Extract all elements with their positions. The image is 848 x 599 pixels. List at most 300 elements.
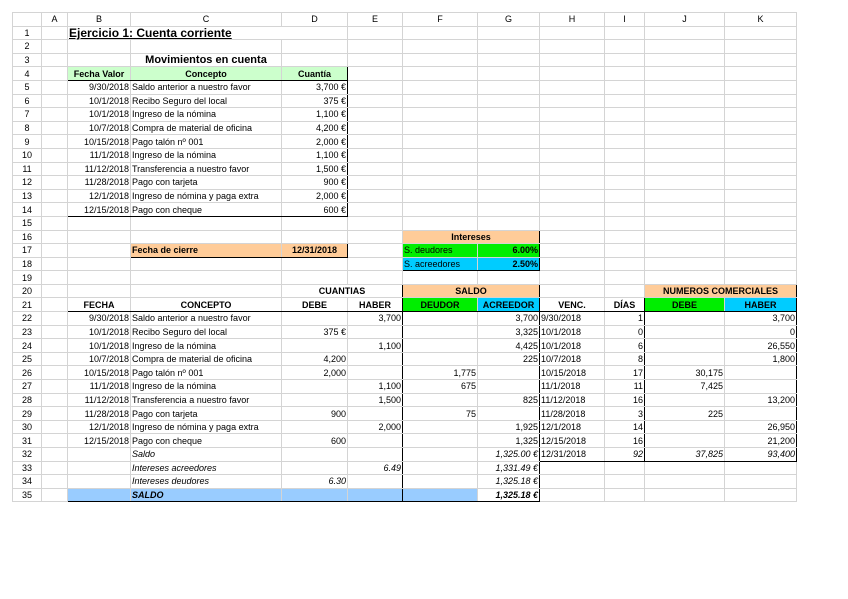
cell-k[interactable] [725, 189, 797, 203]
main-nc-debe[interactable] [645, 420, 725, 434]
main-haber[interactable]: 1,500 [348, 393, 403, 407]
main-concepto[interactable]: Pago talón nº 001 [131, 366, 282, 380]
main-acreedor[interactable]: 1,925 [478, 420, 540, 434]
main-venc[interactable]: 12/15/2018 [540, 434, 605, 448]
intereses-deudores-value[interactable]: 6.00% [478, 244, 540, 258]
fecha-cierre-value[interactable]: 12/31/2018 [282, 244, 348, 258]
cell-g[interactable] [478, 80, 540, 94]
cell-g[interactable] [478, 108, 540, 122]
mov-fecha[interactable]: 9/30/2018 [68, 80, 131, 94]
main-fecha[interactable]: 11/28/2018 [68, 407, 131, 421]
saldo-final-fecha[interactable] [68, 488, 131, 502]
saldo-venc[interactable]: 12/31/2018 [540, 448, 605, 462]
main-acreedor[interactable]: 825 [478, 393, 540, 407]
main-nc-haber[interactable]: 1,800 [725, 352, 797, 366]
main-acreedor[interactable]: 3,700 [478, 312, 540, 326]
main-fecha[interactable]: 10/15/2018 [68, 366, 131, 380]
mov-concepto[interactable]: Recibo Seguro del local [131, 94, 282, 108]
int-deu-haber[interactable] [348, 475, 403, 489]
mov-concepto[interactable]: Pago con tarjeta [131, 176, 282, 190]
main-deudor[interactable] [403, 352, 478, 366]
main-venc[interactable]: 11/28/2018 [540, 407, 605, 421]
mov-header-concepto[interactable]: Concepto [131, 67, 282, 81]
row-header[interactable]: 30 [13, 420, 42, 434]
cell-h[interactable] [540, 475, 605, 489]
cell-j[interactable] [645, 257, 725, 271]
cell-j[interactable] [645, 67, 725, 81]
main-nc-haber[interactable]: 26,550 [725, 339, 797, 353]
main-dias[interactable]: 17 [605, 366, 645, 380]
mov-concepto[interactable]: Transferencia a nuestro favor [131, 162, 282, 176]
main-dias[interactable]: 6 [605, 339, 645, 353]
main-header-dias[interactable]: DÍAS [605, 298, 645, 312]
intereses-acreedores-label[interactable]: S. acreedores [403, 257, 478, 271]
main-haber[interactable]: 1,100 [348, 339, 403, 353]
cell-k[interactable] [725, 203, 797, 217]
cell-f[interactable] [403, 203, 478, 217]
cell-e[interactable] [348, 162, 403, 176]
row-header[interactable]: 4 [13, 67, 42, 81]
cell-a[interactable] [42, 230, 68, 244]
int-acre-fecha[interactable] [68, 461, 131, 475]
column-header-g[interactable]: G [478, 13, 540, 27]
cell-a[interactable] [42, 366, 68, 380]
main-debe[interactable]: 2,000 [282, 366, 348, 380]
saldo-deudor[interactable] [403, 448, 478, 462]
main-debe[interactable] [282, 312, 348, 326]
cell-a[interactable] [42, 475, 68, 489]
corner-cell[interactable] [13, 13, 42, 27]
cell-f[interactable] [403, 162, 478, 176]
main-debe[interactable] [282, 380, 348, 394]
main-fecha[interactable]: 11/12/2018 [68, 393, 131, 407]
main-nc-debe[interactable] [645, 312, 725, 326]
main-nc-haber[interactable] [725, 366, 797, 380]
main-acreedor[interactable] [478, 366, 540, 380]
mov-concepto[interactable]: Ingreso de la nómina [131, 148, 282, 162]
cell-i[interactable] [605, 189, 645, 203]
main-debe[interactable]: 600 [282, 434, 348, 448]
mov-cuantia[interactable]: 900 € [282, 176, 348, 190]
row-header[interactable]: 28 [13, 393, 42, 407]
cell-a[interactable] [42, 380, 68, 394]
mov-fecha[interactable]: 10/1/2018 [68, 108, 131, 122]
main-haber[interactable]: 3,700 [348, 312, 403, 326]
row-header[interactable]: 31 [13, 434, 42, 448]
row-header[interactable]: 5 [13, 80, 42, 94]
mov-cuantia[interactable]: 3,700 € [282, 80, 348, 94]
cell-a[interactable] [42, 434, 68, 448]
main-haber[interactable]: 2,000 [348, 420, 403, 434]
mov-cuantia[interactable]: 375 € [282, 94, 348, 108]
cell-f[interactable] [403, 53, 478, 67]
saldo-final-deudor[interactable] [403, 488, 478, 502]
cell-a[interactable] [42, 284, 68, 298]
main-concepto[interactable]: Pago con cheque [131, 434, 282, 448]
cell-j[interactable] [645, 488, 725, 502]
mov-cuantia[interactable]: 2,000 € [282, 135, 348, 149]
cell-i[interactable] [605, 121, 645, 135]
movimientos-title[interactable]: Movimientos en cuenta [131, 53, 282, 67]
cell-g[interactable] [478, 121, 540, 135]
intereses-header[interactable]: Intereses [403, 230, 540, 244]
main-acreedor[interactable] [478, 380, 540, 394]
cell-j[interactable] [645, 189, 725, 203]
cell-j[interactable] [645, 176, 725, 190]
cell-a[interactable] [42, 271, 68, 285]
main-dias[interactable]: 8 [605, 352, 645, 366]
cell-f[interactable] [403, 148, 478, 162]
cell-k[interactable] [725, 475, 797, 489]
row-header[interactable]: 8 [13, 121, 42, 135]
int-deudores-label[interactable]: Intereses deudores [131, 475, 282, 489]
cell-j[interactable] [645, 203, 725, 217]
cell-g[interactable] [478, 148, 540, 162]
cell-k[interactable] [725, 121, 797, 135]
row-header[interactable]: 29 [13, 407, 42, 421]
cell-j[interactable] [645, 244, 725, 258]
cell-k[interactable] [725, 461, 797, 475]
main-nc-haber[interactable] [725, 380, 797, 394]
main-header-debe[interactable]: DEBE [282, 298, 348, 312]
cell-a[interactable] [42, 257, 68, 271]
cell-b[interactable] [68, 53, 131, 67]
cell-e[interactable] [348, 189, 403, 203]
row-header[interactable]: 16 [13, 230, 42, 244]
cell-k[interactable] [725, 271, 797, 285]
cell-e[interactable] [348, 203, 403, 217]
row-header[interactable]: 18 [13, 257, 42, 271]
cell-a[interactable] [42, 325, 68, 339]
cell-j[interactable] [645, 230, 725, 244]
column-header-i[interactable]: I [605, 13, 645, 27]
cell-g[interactable] [478, 67, 540, 81]
cell-c[interactable] [131, 230, 282, 244]
cell-h[interactable] [540, 284, 605, 298]
cell-k[interactable] [725, 488, 797, 502]
row-header[interactable]: 35 [13, 488, 42, 502]
cell-i[interactable] [605, 135, 645, 149]
cell-k[interactable] [725, 108, 797, 122]
cell-e[interactable] [348, 216, 403, 230]
cell-e[interactable] [348, 271, 403, 285]
main-nc-debe[interactable] [645, 339, 725, 353]
cell-a[interactable] [42, 339, 68, 353]
main-nc-debe[interactable]: 7,425 [645, 380, 725, 394]
cell-i[interactable] [605, 80, 645, 94]
cell-c[interactable] [131, 257, 282, 271]
row-header[interactable]: 6 [13, 94, 42, 108]
cell-k[interactable] [725, 244, 797, 258]
cell-d[interactable] [282, 271, 348, 285]
main-debe[interactable] [282, 393, 348, 407]
main-nc-debe[interactable] [645, 393, 725, 407]
mov-fecha[interactable]: 10/15/2018 [68, 135, 131, 149]
row-header[interactable]: 33 [13, 461, 42, 475]
main-header-fecha[interactable]: FECHA [68, 298, 131, 312]
cell-e[interactable] [348, 94, 403, 108]
cell-a[interactable] [42, 67, 68, 81]
saldo-dias[interactable]: 92 [605, 448, 645, 462]
intereses-acreedores-value[interactable]: 2.50% [478, 257, 540, 271]
main-acreedor[interactable]: 1,325 [478, 434, 540, 448]
group-cuantias[interactable]: CUANTIAS [282, 284, 403, 298]
mov-concepto[interactable]: Saldo anterior a nuestro favor [131, 80, 282, 94]
cell-a[interactable] [42, 94, 68, 108]
cell-h[interactable] [540, 488, 605, 502]
cell-g[interactable] [478, 26, 540, 40]
main-dias[interactable]: 11 [605, 380, 645, 394]
main-venc[interactable]: 10/1/2018 [540, 325, 605, 339]
main-haber[interactable]: 1,100 [348, 380, 403, 394]
cell-i[interactable] [605, 244, 645, 258]
cell-h[interactable] [540, 108, 605, 122]
cell-g[interactable] [478, 135, 540, 149]
cell-j[interactable] [645, 461, 725, 475]
mov-cuantia[interactable]: 1,100 € [282, 108, 348, 122]
cell-c[interactable] [131, 216, 282, 230]
cell-b[interactable] [68, 244, 131, 258]
main-fecha[interactable]: 9/30/2018 [68, 312, 131, 326]
cell-a[interactable] [42, 461, 68, 475]
cell-a[interactable] [42, 80, 68, 94]
cell-a[interactable] [42, 189, 68, 203]
main-concepto[interactable]: Transferencia a nuestro favor [131, 393, 282, 407]
mov-concepto[interactable]: Compra de material de oficina [131, 121, 282, 135]
main-nc-debe[interactable]: 225 [645, 407, 725, 421]
cell-k[interactable] [725, 230, 797, 244]
row-header[interactable]: 17 [13, 244, 42, 258]
int-deudores-debe[interactable]: 6.30 [282, 475, 348, 489]
fecha-cierre-label[interactable]: Fecha de cierre [131, 244, 282, 258]
cell-b[interactable] [68, 271, 131, 285]
row-header[interactable]: 19 [13, 271, 42, 285]
cell-e[interactable] [348, 67, 403, 81]
cell-h[interactable] [540, 53, 605, 67]
cell-h[interactable] [540, 189, 605, 203]
row-header[interactable]: 21 [13, 298, 42, 312]
cell-b[interactable] [68, 216, 131, 230]
cell-e[interactable] [348, 257, 403, 271]
cell-c[interactable] [131, 284, 282, 298]
cell-e[interactable] [348, 80, 403, 94]
cell-f[interactable] [403, 80, 478, 94]
mov-cuantia[interactable]: 2,000 € [282, 189, 348, 203]
cell-h[interactable] [540, 216, 605, 230]
main-acreedor[interactable]: 225 [478, 352, 540, 366]
cell-a[interactable] [42, 488, 68, 502]
cell-f[interactable] [403, 216, 478, 230]
int-deudores-acreedor[interactable]: 1,325.18 € [478, 475, 540, 489]
main-dias[interactable]: 1 [605, 312, 645, 326]
cell-f[interactable] [403, 189, 478, 203]
cell-a[interactable] [42, 407, 68, 421]
main-concepto[interactable]: Compra de material de oficina [131, 352, 282, 366]
cell-j[interactable] [645, 475, 725, 489]
cell-i[interactable] [605, 53, 645, 67]
cell-j[interactable] [645, 121, 725, 135]
cell-g[interactable] [478, 216, 540, 230]
main-fecha[interactable]: 10/1/2018 [68, 325, 131, 339]
cell-j[interactable] [645, 271, 725, 285]
cell-a[interactable] [42, 352, 68, 366]
main-venc[interactable]: 10/1/2018 [540, 339, 605, 353]
cell-j[interactable] [645, 108, 725, 122]
column-header-f[interactable]: F [403, 13, 478, 27]
main-header-haber[interactable]: HABER [348, 298, 403, 312]
cell-i[interactable] [605, 203, 645, 217]
row-header[interactable]: 25 [13, 352, 42, 366]
main-fecha[interactable]: 11/1/2018 [68, 380, 131, 394]
cell-c[interactable] [131, 271, 282, 285]
cell-d[interactable] [282, 216, 348, 230]
cell-i[interactable] [605, 148, 645, 162]
column-header-j[interactable]: J [645, 13, 725, 27]
int-acre-debe[interactable] [282, 461, 348, 475]
main-nc-haber[interactable]: 13,200 [725, 393, 797, 407]
cell-i[interactable] [605, 216, 645, 230]
main-nc-debe[interactable] [645, 352, 725, 366]
main-fecha[interactable]: 10/7/2018 [68, 352, 131, 366]
mov-fecha[interactable]: 10/1/2018 [68, 94, 131, 108]
main-venc[interactable]: 10/7/2018 [540, 352, 605, 366]
cell-e[interactable] [348, 148, 403, 162]
int-acreedores-label[interactable]: Intereses acreedores [131, 461, 282, 475]
saldo-fecha[interactable] [68, 448, 131, 462]
saldo-haber[interactable] [348, 448, 403, 462]
cell-i[interactable] [605, 176, 645, 190]
column-header-a[interactable]: A [42, 13, 68, 27]
main-acreedor[interactable] [478, 407, 540, 421]
main-header-venc[interactable]: VENC. [540, 298, 605, 312]
cell-a[interactable] [42, 26, 68, 40]
cell-h[interactable] [540, 26, 605, 40]
main-nc-haber[interactable]: 3,700 [725, 312, 797, 326]
cell-g[interactable] [478, 53, 540, 67]
mov-cuantia[interactable]: 600 € [282, 203, 348, 217]
main-concepto[interactable]: Ingreso de nómina y paga extra [131, 420, 282, 434]
int-acreedores-haber[interactable]: 6.49 [348, 461, 403, 475]
main-nc-haber[interactable]: 21,200 [725, 434, 797, 448]
cell-a[interactable] [42, 162, 68, 176]
cell-i[interactable] [605, 40, 645, 54]
cell-g[interactable] [478, 189, 540, 203]
cell-j[interactable] [645, 216, 725, 230]
main-haber[interactable] [348, 366, 403, 380]
cell-f[interactable] [403, 271, 478, 285]
cell-h[interactable] [540, 230, 605, 244]
main-nc-haber[interactable]: 26,950 [725, 420, 797, 434]
main-deudor[interactable] [403, 420, 478, 434]
cell-i[interactable] [605, 475, 645, 489]
main-header-acreedor[interactable]: ACREEDOR [478, 298, 540, 312]
cell-a[interactable] [42, 108, 68, 122]
cell-a[interactable] [42, 393, 68, 407]
cell-k[interactable] [725, 53, 797, 67]
cell-d[interactable] [282, 40, 348, 54]
main-debe[interactable]: 4,200 [282, 352, 348, 366]
cell-h[interactable] [540, 80, 605, 94]
main-nc-haber[interactable]: 0 [725, 325, 797, 339]
row-header[interactable]: 15 [13, 216, 42, 230]
main-deudor[interactable] [403, 339, 478, 353]
main-nc-debe[interactable] [645, 434, 725, 448]
int-acre-deudor[interactable] [403, 461, 478, 475]
int-deu-fecha[interactable] [68, 475, 131, 489]
cell-j[interactable] [645, 94, 725, 108]
cell-k[interactable] [725, 162, 797, 176]
cell-a[interactable] [42, 53, 68, 67]
cell-h[interactable] [540, 244, 605, 258]
main-fecha[interactable]: 12/1/2018 [68, 420, 131, 434]
main-debe[interactable] [282, 339, 348, 353]
row-header[interactable]: 10 [13, 148, 42, 162]
saldo-nc-debe[interactable]: 37,825 [645, 448, 725, 462]
cell-j[interactable] [645, 53, 725, 67]
cell-k[interactable] [725, 26, 797, 40]
cell-i[interactable] [605, 257, 645, 271]
int-acreedores-acreedor[interactable]: 1,331.49 € [478, 461, 540, 475]
row-header[interactable]: 3 [13, 53, 42, 67]
cell-e[interactable] [348, 53, 403, 67]
group-numeros[interactable]: NUMEROS COMERCIALES [645, 284, 797, 298]
cell-i[interactable] [605, 488, 645, 502]
main-concepto[interactable]: Ingreso de la nómina [131, 380, 282, 394]
cell-i[interactable] [605, 108, 645, 122]
mov-concepto[interactable]: Ingreso de nómina y paga extra [131, 189, 282, 203]
main-fecha[interactable]: 12/15/2018 [68, 434, 131, 448]
mov-header-cuantia[interactable]: Cuantía [282, 67, 348, 81]
cell-h[interactable] [540, 271, 605, 285]
mov-fecha[interactable]: 11/12/2018 [68, 162, 131, 176]
cell-h[interactable] [540, 162, 605, 176]
main-venc[interactable]: 11/12/2018 [540, 393, 605, 407]
main-deudor[interactable] [403, 393, 478, 407]
row-header[interactable]: 9 [13, 135, 42, 149]
cell-a[interactable] [42, 448, 68, 462]
row-header[interactable]: 1 [13, 26, 42, 40]
saldo-label[interactable]: Saldo [131, 448, 282, 462]
cell-k[interactable] [725, 135, 797, 149]
cell-f[interactable] [403, 40, 478, 54]
main-fecha[interactable]: 10/1/2018 [68, 339, 131, 353]
main-venc[interactable]: 11/1/2018 [540, 380, 605, 394]
cell-i[interactable] [605, 461, 645, 475]
cell-i[interactable] [605, 230, 645, 244]
cell-b[interactable] [68, 40, 131, 54]
main-deudor[interactable]: 675 [403, 380, 478, 394]
cell-k[interactable] [725, 67, 797, 81]
main-nc-debe[interactable]: 30,175 [645, 366, 725, 380]
main-header-nc-debe[interactable]: DEBE [645, 298, 725, 312]
cell-h[interactable] [540, 94, 605, 108]
row-header[interactable]: 23 [13, 325, 42, 339]
sheet-title[interactable]: Ejercicio 1: Cuenta corriente [68, 26, 348, 40]
main-nc-haber[interactable] [725, 407, 797, 421]
cell-a[interactable] [42, 203, 68, 217]
cell-f[interactable] [403, 108, 478, 122]
cell-k[interactable] [725, 148, 797, 162]
cell-a[interactable] [42, 420, 68, 434]
main-dias[interactable]: 14 [605, 420, 645, 434]
cell-j[interactable] [645, 148, 725, 162]
main-concepto[interactable]: Pago con tarjeta [131, 407, 282, 421]
cell-k[interactable] [725, 176, 797, 190]
saldo-debe[interactable] [282, 448, 348, 462]
cell-h[interactable] [540, 203, 605, 217]
cell-a[interactable] [42, 216, 68, 230]
cell-h[interactable] [540, 40, 605, 54]
